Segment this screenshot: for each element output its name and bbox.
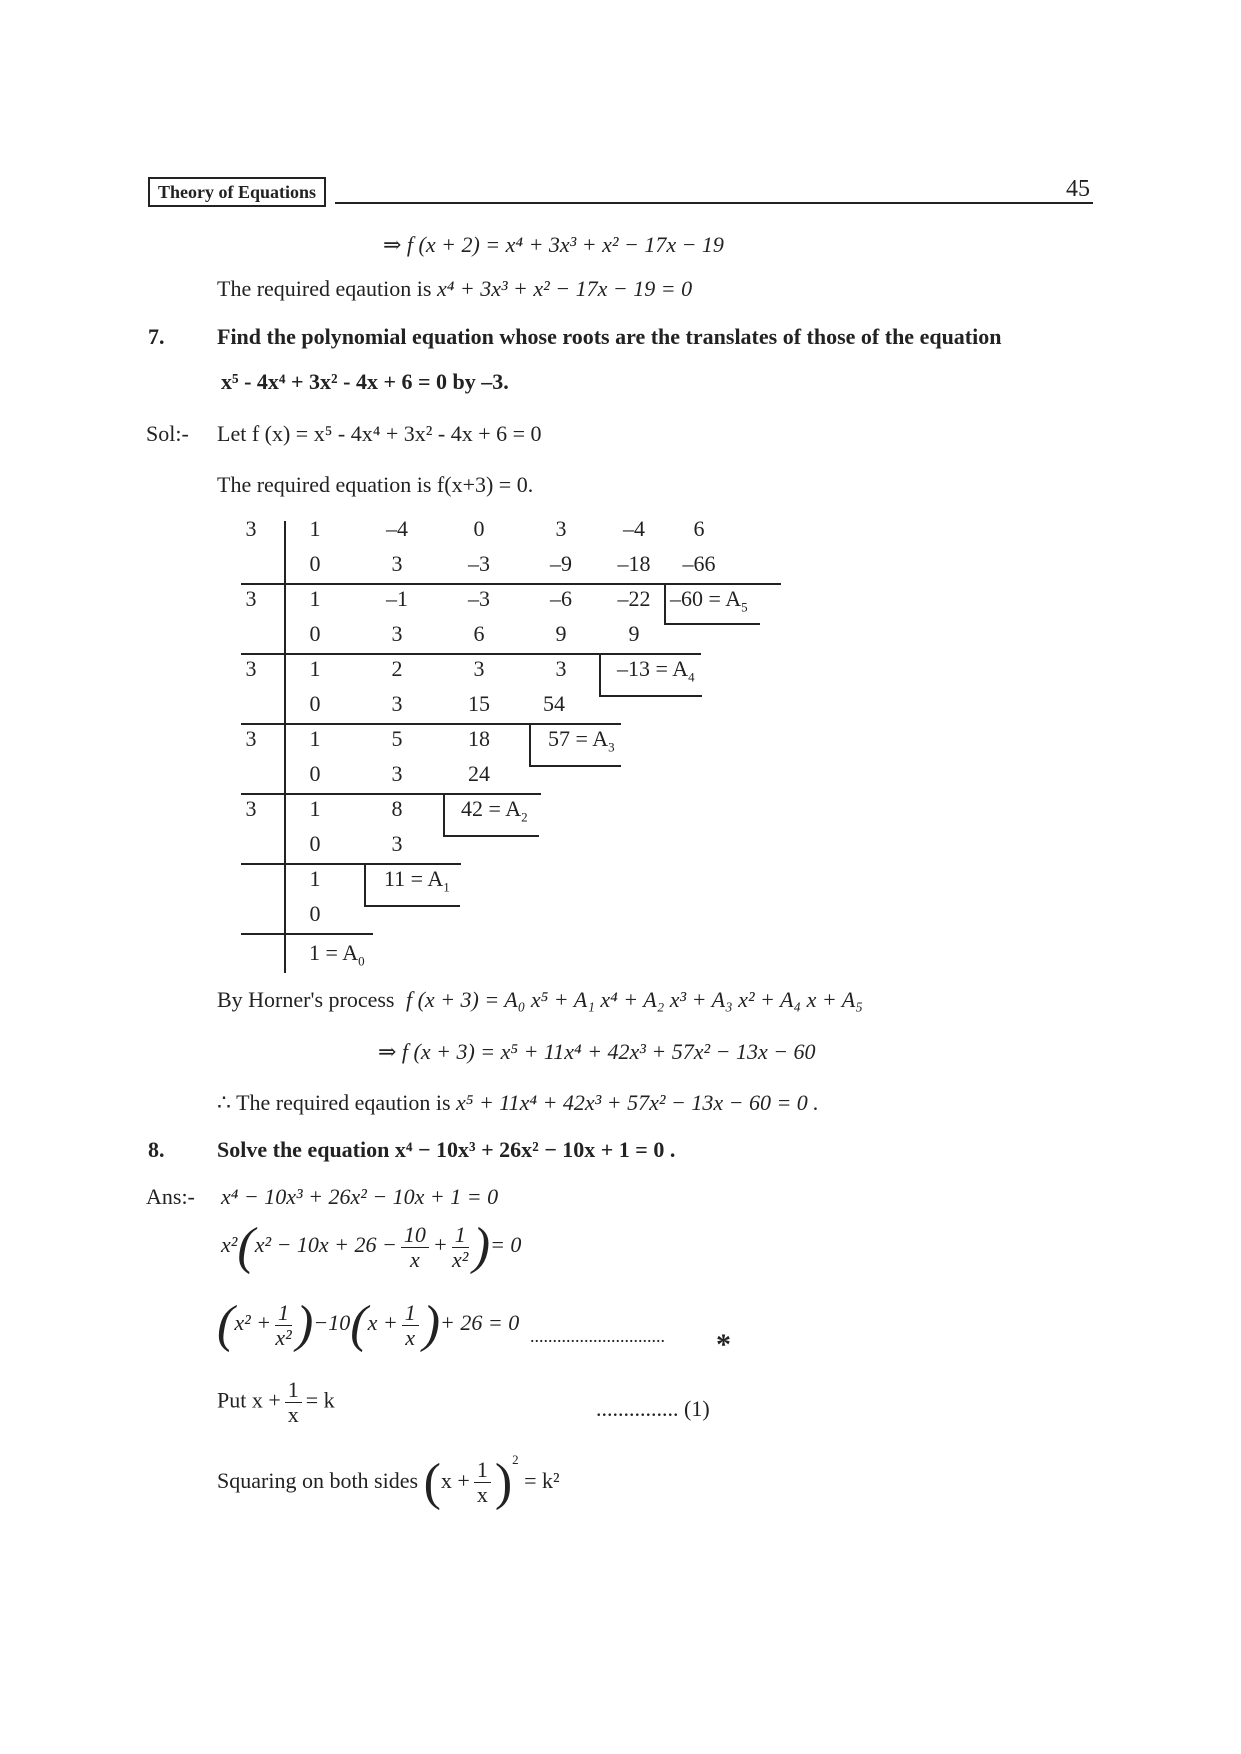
numerator: 1 bbox=[285, 1378, 302, 1403]
numerator: 1 bbox=[275, 1301, 292, 1326]
multiplier: 3 bbox=[245, 516, 257, 541]
box-rule bbox=[443, 835, 539, 837]
table-cell: 3 bbox=[473, 656, 485, 681]
close-paren: ) bbox=[422, 1296, 441, 1353]
table-cell: 1 bbox=[309, 796, 321, 821]
coefficient-box-a2 bbox=[461, 796, 551, 825]
table-cell: 8 bbox=[391, 796, 403, 821]
table-cell: –4 bbox=[623, 516, 645, 541]
section-title: Theory of Equations bbox=[148, 177, 326, 207]
fraction bbox=[452, 1223, 469, 1272]
table-cell: 0 bbox=[309, 621, 321, 646]
multiplier: 3 bbox=[245, 726, 257, 751]
box-rule bbox=[664, 585, 666, 625]
table-rule bbox=[241, 793, 541, 795]
tail: = k² bbox=[524, 1468, 560, 1493]
leader-dots: .............................. bbox=[530, 1326, 665, 1346]
multiplier: 3 bbox=[245, 586, 257, 611]
open-paren: ( bbox=[423, 1453, 441, 1511]
box-subscript: 0 bbox=[358, 953, 365, 969]
table-cell: 3 bbox=[555, 516, 567, 541]
table-cell: 0 bbox=[309, 901, 321, 926]
table-cell: 0 bbox=[309, 691, 321, 716]
table-cell: 6 bbox=[693, 516, 705, 541]
box-label: 11 = A bbox=[384, 866, 444, 891]
fraction bbox=[285, 1378, 302, 1427]
box-rule bbox=[529, 725, 531, 767]
numerator: 10 bbox=[401, 1223, 429, 1248]
box-label: –60 = A bbox=[670, 586, 742, 611]
box-label: –13 = A bbox=[617, 656, 689, 681]
denominator: x² bbox=[275, 1324, 292, 1350]
coefficient-box-a1 bbox=[384, 866, 474, 895]
box-subscript: 1 bbox=[443, 879, 450, 895]
coefficient-a0 bbox=[309, 940, 399, 969]
coefficient-box-a4 bbox=[617, 656, 713, 685]
table-cell: 3 bbox=[391, 551, 403, 576]
text-line bbox=[217, 276, 692, 302]
table-cell: –6 bbox=[550, 586, 572, 611]
table-cell: 5 bbox=[391, 726, 403, 751]
table-cell: 6 bbox=[473, 621, 485, 646]
table-cell: –3 bbox=[468, 551, 490, 576]
horner-line bbox=[217, 987, 863, 1013]
denominator: x bbox=[476, 1482, 488, 1508]
equation: x⁵ + 11x⁴ + 42x³ + 57x² − 13x − 60 = 0 . bbox=[456, 1090, 819, 1115]
box-subscript: 3 bbox=[608, 739, 615, 755]
table-rule bbox=[241, 723, 621, 725]
table-cell: –9 bbox=[550, 551, 572, 576]
box-subscript: 5 bbox=[741, 599, 748, 615]
denominator: x bbox=[405, 1324, 416, 1350]
equation: x⁴ + 3x³ + x² − 17x − 19 = 0 bbox=[436, 276, 693, 301]
star-mark: * bbox=[716, 1328, 731, 1361]
text: Put x + bbox=[217, 1387, 281, 1413]
box-label: 57 = A bbox=[548, 726, 609, 751]
operator: + bbox=[432, 1232, 448, 1258]
table-cell: 9 bbox=[628, 621, 640, 646]
multiplier: 3 bbox=[245, 796, 257, 821]
term: x² + bbox=[234, 1310, 272, 1336]
step-equation-factored bbox=[221, 1218, 522, 1275]
table-cell: 3 bbox=[391, 831, 403, 856]
table-cell: 9 bbox=[555, 621, 567, 646]
question-text: Find the polynomial equation whose roots are the translates of those of the equation bbox=[217, 324, 1002, 349]
fraction bbox=[275, 1301, 292, 1350]
table-cell: 54 bbox=[543, 691, 565, 716]
table-cell: 3 bbox=[391, 621, 403, 646]
multiplier: 3 bbox=[245, 656, 257, 681]
term: x + bbox=[367, 1310, 398, 1336]
table-rule bbox=[241, 933, 373, 935]
table-cell: 15 bbox=[468, 691, 490, 716]
question-equation: x⁵ - 4x⁴ + 3x² - 4x + 6 = 0 by –3. bbox=[221, 369, 509, 394]
ans-label: Ans:- bbox=[146, 1184, 195, 1209]
text: ∴ The required eqaution is bbox=[217, 1090, 451, 1115]
numerator: 1 bbox=[474, 1458, 491, 1483]
box-label: 1 = A bbox=[309, 940, 359, 965]
table-cell: 1 bbox=[309, 726, 321, 751]
table-rule bbox=[241, 653, 701, 655]
box-rule bbox=[599, 655, 601, 697]
denominator: x bbox=[409, 1246, 420, 1272]
header-rule bbox=[335, 202, 1093, 204]
tail: + 26 = 0 bbox=[440, 1310, 520, 1336]
table-cell: 3 bbox=[555, 656, 567, 681]
table-cell: 18 bbox=[468, 726, 490, 751]
table-cell: 0 bbox=[473, 516, 485, 541]
table-rule bbox=[241, 583, 781, 585]
numerator: 1 bbox=[402, 1301, 419, 1326]
open-paren: ( bbox=[237, 1218, 255, 1275]
inner-terms: x² − 10x + 26 − bbox=[254, 1232, 397, 1258]
denominator: x² bbox=[452, 1246, 469, 1272]
step-equation: x⁴ − 10x³ + 26x² − 10x + 1 = 0 bbox=[221, 1184, 499, 1209]
table-cell: 3 bbox=[391, 691, 403, 716]
question-text: Solve the equation x⁴ − 10x³ + 26x² − 10x + 1 = 0 . bbox=[217, 1137, 676, 1162]
table-cell: 0 bbox=[309, 551, 321, 576]
tail: = 0 bbox=[490, 1232, 522, 1258]
close-paren: ) bbox=[296, 1296, 314, 1353]
coefficient-box-a5 bbox=[670, 586, 766, 615]
result-equation: ⇒ f (x + 3) = x⁵ + 11x⁴ + 42x³ + 57x² − 13x − 60 bbox=[378, 1039, 816, 1064]
table-cell: 0 bbox=[309, 831, 321, 856]
table-rule bbox=[241, 863, 461, 865]
box-rule bbox=[529, 765, 621, 767]
text: The required eqaution is bbox=[217, 276, 432, 301]
table-cell: 24 bbox=[468, 761, 490, 786]
page-number: 45 bbox=[1066, 176, 1090, 202]
table-cell: –4 bbox=[386, 516, 408, 541]
table-cell: –66 bbox=[682, 551, 716, 576]
tail: = k bbox=[305, 1387, 335, 1413]
question-number: 7. bbox=[148, 324, 165, 349]
box-rule bbox=[664, 623, 760, 625]
exponent: 2 bbox=[512, 1452, 519, 1467]
table-cell: 1 bbox=[309, 656, 321, 681]
substitution-line bbox=[217, 1378, 335, 1427]
term: −10 bbox=[313, 1310, 351, 1336]
box-subscript: 4 bbox=[688, 669, 695, 685]
step-equation-grouped bbox=[217, 1296, 520, 1353]
fraction bbox=[474, 1458, 491, 1507]
coefficient-box-a3 bbox=[548, 726, 638, 755]
table-cell: –22 bbox=[617, 586, 651, 611]
table-cell: –3 bbox=[468, 586, 490, 611]
text: By Horner's process bbox=[217, 987, 395, 1012]
equation: f (x + 3) = A₀ x⁵ + A₁ x⁴ + A₂ x³ + A₃ x² + A₄ x + A₅ bbox=[405, 987, 863, 1012]
term: x + bbox=[440, 1468, 470, 1493]
sol-label: Sol:- bbox=[146, 421, 189, 446]
close-paren: ) bbox=[494, 1453, 513, 1511]
equation-ref: ............... (1) bbox=[596, 1396, 710, 1421]
box-rule bbox=[599, 695, 702, 697]
equation-line: ⇒ f (x + 2) = x⁴ + 3x³ + x² − 17x − 19 bbox=[383, 232, 724, 257]
question-number: 8. bbox=[148, 1137, 165, 1162]
open-paren: ( bbox=[350, 1296, 368, 1353]
open-paren: ( bbox=[217, 1296, 235, 1353]
box-subscript: 2 bbox=[521, 809, 528, 825]
squaring-line bbox=[217, 1452, 560, 1511]
denominator: x bbox=[287, 1402, 299, 1427]
numerator: 1 bbox=[452, 1223, 469, 1248]
table-cell: 1 bbox=[309, 586, 321, 611]
lead-term: x² bbox=[221, 1232, 238, 1258]
table-cell: 0 bbox=[309, 761, 321, 786]
table-cell: 1 bbox=[309, 866, 321, 891]
box-rule bbox=[364, 905, 460, 907]
let-line: Let f (x) = x⁵ - 4x⁴ + 3x² - 4x + 6 = 0 bbox=[217, 421, 542, 446]
box-label: 42 = A bbox=[461, 796, 522, 821]
table-cell: 1 bbox=[309, 516, 321, 541]
fraction bbox=[401, 1223, 429, 1272]
table-cell: –1 bbox=[386, 586, 408, 611]
table-cell: –18 bbox=[617, 551, 651, 576]
text: Squaring on both sides bbox=[217, 1468, 419, 1493]
conclusion-line bbox=[217, 1090, 819, 1116]
table-cell: 3 bbox=[391, 761, 403, 786]
table-cell: 2 bbox=[391, 656, 403, 681]
fraction bbox=[402, 1301, 419, 1350]
required-line: The required equation is f(x+3) = 0. bbox=[217, 472, 534, 497]
box-rule bbox=[364, 865, 366, 907]
box-rule bbox=[443, 795, 445, 837]
close-paren: ) bbox=[472, 1218, 491, 1275]
